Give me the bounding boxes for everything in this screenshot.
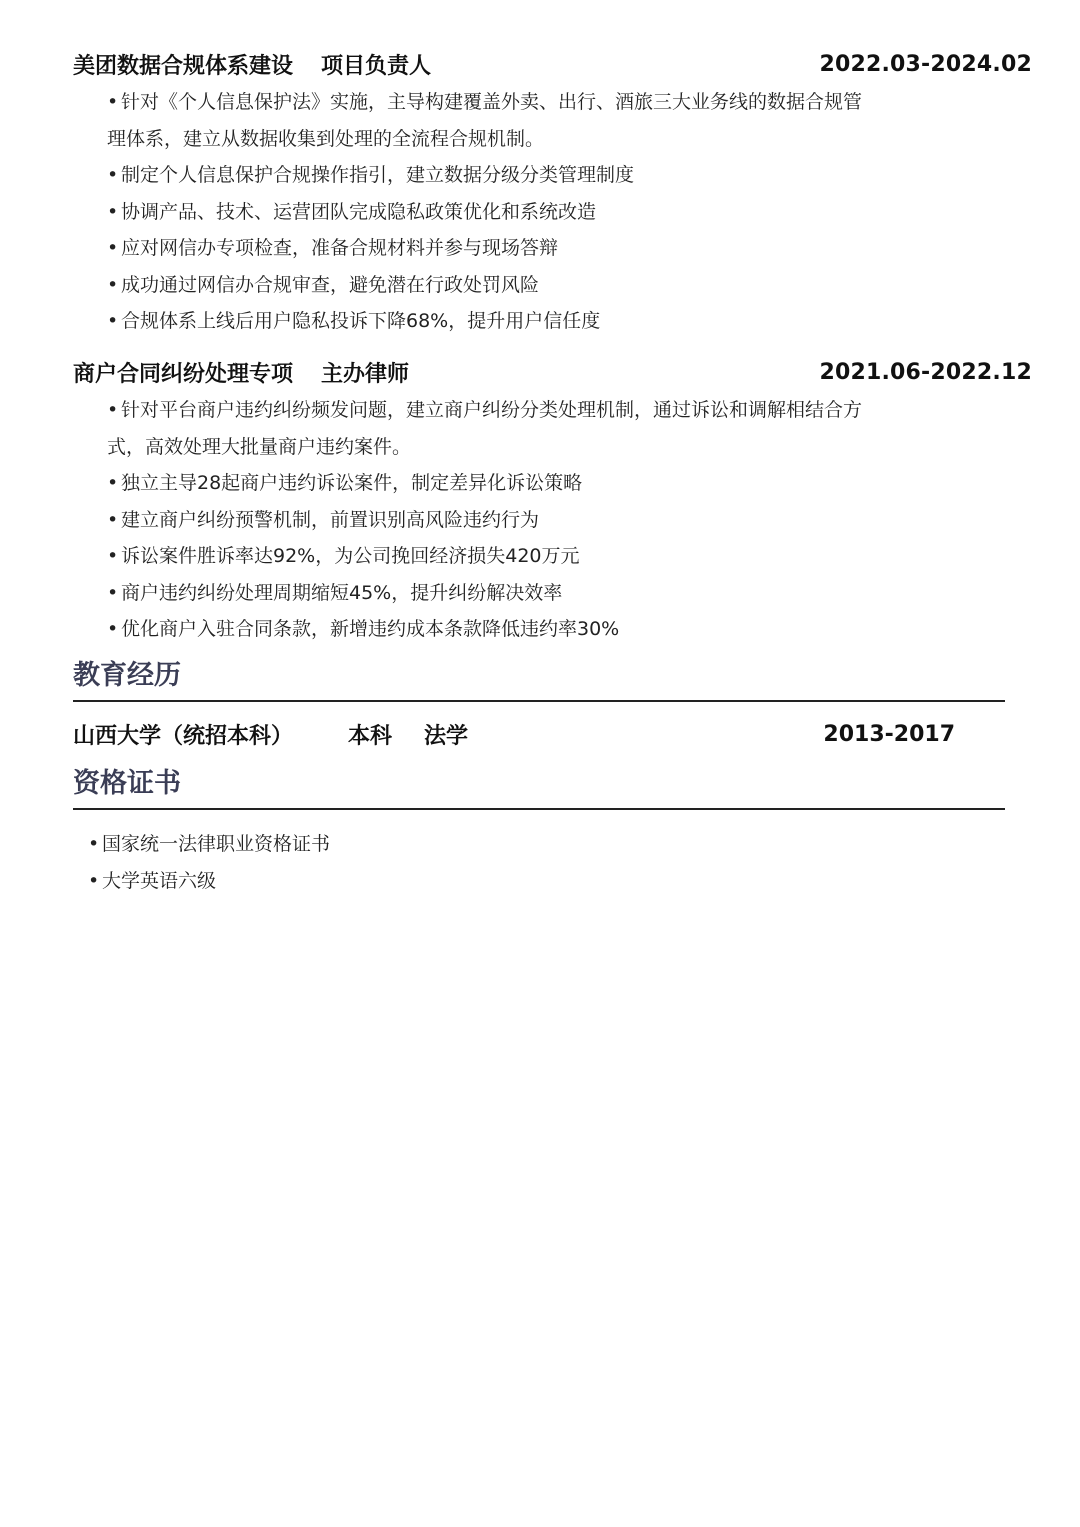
list-item xyxy=(107,230,967,267)
list-item xyxy=(107,392,967,465)
bullet-text: 诉讼案件胜诉率达92%，为公司挽回经济损失420万元 xyxy=(121,545,580,567)
certificate-text: 国家统一法律职业资格证书 xyxy=(102,833,331,855)
education-row xyxy=(73,717,955,751)
project-header xyxy=(73,47,1032,81)
list-item xyxy=(107,502,967,539)
section-heading-education: 教育经历 xyxy=(73,656,1005,702)
bullet-text: 独立主导28起商户违约诉讼案件，制定差异化诉讼策略 xyxy=(121,472,583,494)
bullet-text: 应对网信办专项检查，准备合规材料并参与现场答辩 xyxy=(121,237,559,259)
bullet-icon: • xyxy=(107,618,119,640)
project-period: 2022.03-2024.02 xyxy=(819,51,1032,77)
bullet-icon: • xyxy=(107,310,119,332)
bullet-icon: • xyxy=(107,472,119,494)
list-item xyxy=(107,538,967,575)
list-item xyxy=(107,84,967,157)
project-header xyxy=(73,355,1032,389)
bullet-icon: • xyxy=(107,508,119,531)
bullet-icon: • xyxy=(107,200,119,223)
bullet-text: 合规体系上线后用户隐私投诉下降68%，提升用户信任度 xyxy=(121,310,601,332)
project-title-group xyxy=(73,49,431,80)
list-item xyxy=(107,267,967,304)
section-heading-certificates: 资格证书 xyxy=(73,764,1005,810)
bullet-icon: • xyxy=(107,237,119,259)
bullet-text: 协调产品、技术、运营团队完成隐私政策优化和系统改造 xyxy=(121,200,597,223)
project-role: 项目负责人 xyxy=(321,53,432,79)
bullet-icon: • xyxy=(107,273,119,296)
project-role: 主办律师 xyxy=(321,361,410,387)
bullet-icon: • xyxy=(88,869,100,892)
summary-line-2: 理体系，建立从数据收集到处理的全流程合规机制。 xyxy=(107,127,545,150)
list-item xyxy=(88,863,330,900)
list-item xyxy=(88,826,330,863)
bullet-icon: • xyxy=(107,545,119,567)
degree: 本科 xyxy=(348,723,393,749)
certificate-list xyxy=(88,826,330,899)
summary-line-1: 针对《个人信息保护法》实施，主导构建覆盖外卖、出行、酒旅三大业务线的数据合规管 xyxy=(121,91,863,113)
bullet-icon: • xyxy=(107,91,119,113)
bullet-text: 成功通过网信办合规审查，避免潜在行政处罚风险 xyxy=(121,273,540,296)
list-item xyxy=(107,465,967,502)
list-item xyxy=(107,575,967,612)
list-item xyxy=(107,157,967,194)
school-name: 山西大学（统招本科） xyxy=(73,723,294,749)
bullet-text: 优化商户入驻合同条款，新增违约成本条款降低违约率30% xyxy=(121,618,620,640)
bullet-icon: • xyxy=(107,164,119,186)
project-bullet-list xyxy=(107,84,967,340)
education-years: 2013-2017 xyxy=(823,721,955,747)
bullet-icon: • xyxy=(107,581,119,604)
bullet-icon: • xyxy=(107,399,119,421)
list-item xyxy=(107,611,967,648)
project-title: 美团数据合规体系建设 xyxy=(73,53,294,79)
project-period: 2021.06-2022.12 xyxy=(819,359,1032,385)
summary-line-2: 式，高效处理大批量商户违约案件。 xyxy=(107,435,412,458)
bullet-text: 商户违约纠纷处理周期缩短45%，提升纠纷解决效率 xyxy=(121,581,563,604)
major: 法学 xyxy=(424,723,469,749)
project-title-group xyxy=(73,357,409,388)
bullet-text: 制定个人信息保护合规操作指引，建立数据分级分类管理制度 xyxy=(121,164,635,186)
summary-line-1: 针对平台商户违约纠纷频发问题，建立商户纠纷分类处理机制，通过诉讼和调解相结合方 xyxy=(121,399,863,421)
project-bullet-list xyxy=(107,392,967,648)
certificate-text: 大学英语六级 xyxy=(102,869,217,892)
bullet-icon: • xyxy=(88,833,100,855)
list-item xyxy=(107,303,967,340)
list-item xyxy=(107,194,967,231)
project-title: 商户合同纠纷处理专项 xyxy=(73,361,294,387)
bullet-text: 建立商户纠纷预警机制，前置识别高风险违约行为 xyxy=(121,508,540,531)
